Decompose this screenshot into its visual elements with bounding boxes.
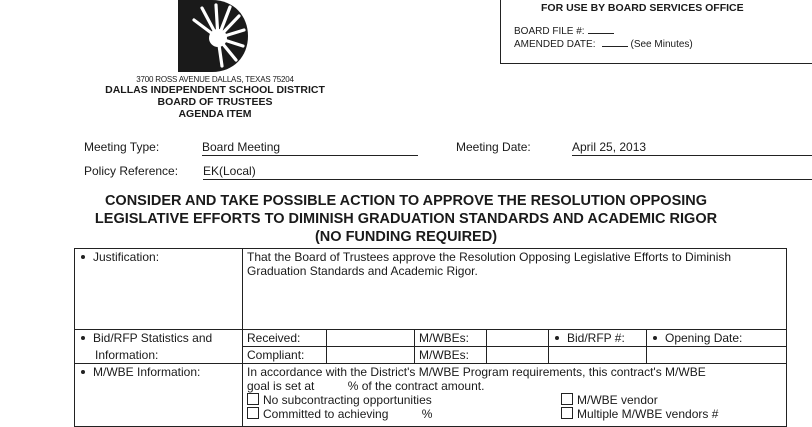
committed-label: Committed to achieving % [263,407,433,421]
dallas-isd-logo [176,0,250,72]
policy-reference-value: EK(Local) [203,164,812,180]
justification-text: That the Board of Trustees approve the Resolution Opposing Legislative Efforts to Diminish Graduation Standards and Academic Rigor. [247,250,732,278]
bid-rfp-number-value[interactable] [549,347,647,364]
compliant-label: Compliant: [243,347,327,364]
bid-information-label: Information: [75,347,243,364]
mwbes-label-2: M/WBEs: [415,347,487,364]
checkbox-icon[interactable] [561,407,573,419]
checkbox-icon[interactable] [247,393,259,405]
multiple-vendors-option[interactable] [561,407,718,421]
meeting-type-value: Board Meeting [202,140,418,156]
committed-option[interactable] [247,407,561,421]
document-type: AGENDA ITEM [178,108,252,120]
justification-cell [243,249,787,330]
bid-row-2 [75,347,787,364]
opening-date-label: Opening Date: [665,331,743,345]
bid-rfp-number-label: Bid/RFP #: [567,331,625,345]
amended-date-field [514,37,693,50]
checkbox-icon[interactable] [247,407,259,419]
title-line-3: (NO FUNDING REQUIRED) [314,229,498,245]
mwbe-information-cell [243,364,787,427]
no-subcontracting-option[interactable] [247,393,561,407]
opening-date-value[interactable] [647,347,787,364]
meeting-type-label: Meeting Type: [84,140,160,154]
checkbox-row-1 [247,393,782,407]
board-name: BOARD OF TRUSTEES [157,96,273,108]
multiple-vendors-label: Multiple M/WBE vendors # [577,407,719,421]
justification-label: Justification: [93,250,160,264]
mwbe-vendor-option[interactable] [561,393,658,407]
board-file-blank[interactable] [588,24,614,34]
checkbox-icon[interactable] [561,393,573,405]
bid-row-1 [75,330,787,347]
bullet-icon [81,255,85,259]
board-file-field [514,24,617,37]
see-minutes-note: (See Minutes) [630,39,693,50]
mwbe-information-label: M/WBE Information: [93,365,201,379]
bid-statistics-label: Bid/RFP Statistics and [93,331,213,345]
mwbes-label-1: M/WBEs: [415,330,487,347]
district-name: DALLAS INDEPENDENT SCHOOL DISTRICT [105,84,325,96]
received-value[interactable] [327,330,415,347]
amended-date-blank[interactable] [602,37,628,47]
mwbes-value-1[interactable] [487,330,549,347]
amended-date-label: AMENDED DATE: [514,39,596,50]
received-label: Received: [243,330,327,347]
district-address-block [100,75,330,120]
bullet-icon [555,336,559,340]
mwbes-value-2[interactable] [487,347,549,364]
board-services-heading: FOR USE BY BOARD SERVICES OFFICE [541,2,744,14]
mwbe-text-2: goal is set at % of the contract amount. [247,379,485,393]
bullet-icon [81,336,85,340]
mwbe-vendor-label: M/WBE vendor [577,393,658,407]
title-line-1: CONSIDER AND TAKE POSSIBLE ACTION TO APPROVE THE RESOLUTION OPPOSING [104,193,708,209]
meeting-date-value: April 25, 2013 [572,140,812,156]
no-subcontracting-label: No subcontracting opportunities [263,393,432,407]
agenda-details-table [74,248,787,427]
compliant-value[interactable] [327,347,415,364]
district-address: 3700 ROSS AVENUE DALLAS, TEXAS 75204 [136,75,294,84]
checkbox-row-2 [247,407,782,421]
justification-row [75,249,787,330]
meeting-date-label: Meeting Date: [456,140,531,154]
title-line-2: LEGISLATIVE EFFORTS TO DIMINISH GRADUATION STANDARDS AND ACADEMIC RIGOR [94,211,718,227]
mwbe-text-1: In accordance with the District's M/WBE Program requirements, this contract's M/WBE [247,365,706,379]
board-file-label: BOARD FILE #: [514,26,585,37]
agenda-item-title [0,192,812,246]
bullet-icon [81,370,85,374]
policy-reference-label: Policy Reference: [84,164,179,178]
mwbe-row [75,364,787,427]
bullet-icon [653,336,657,340]
board-services-box [500,0,812,64]
